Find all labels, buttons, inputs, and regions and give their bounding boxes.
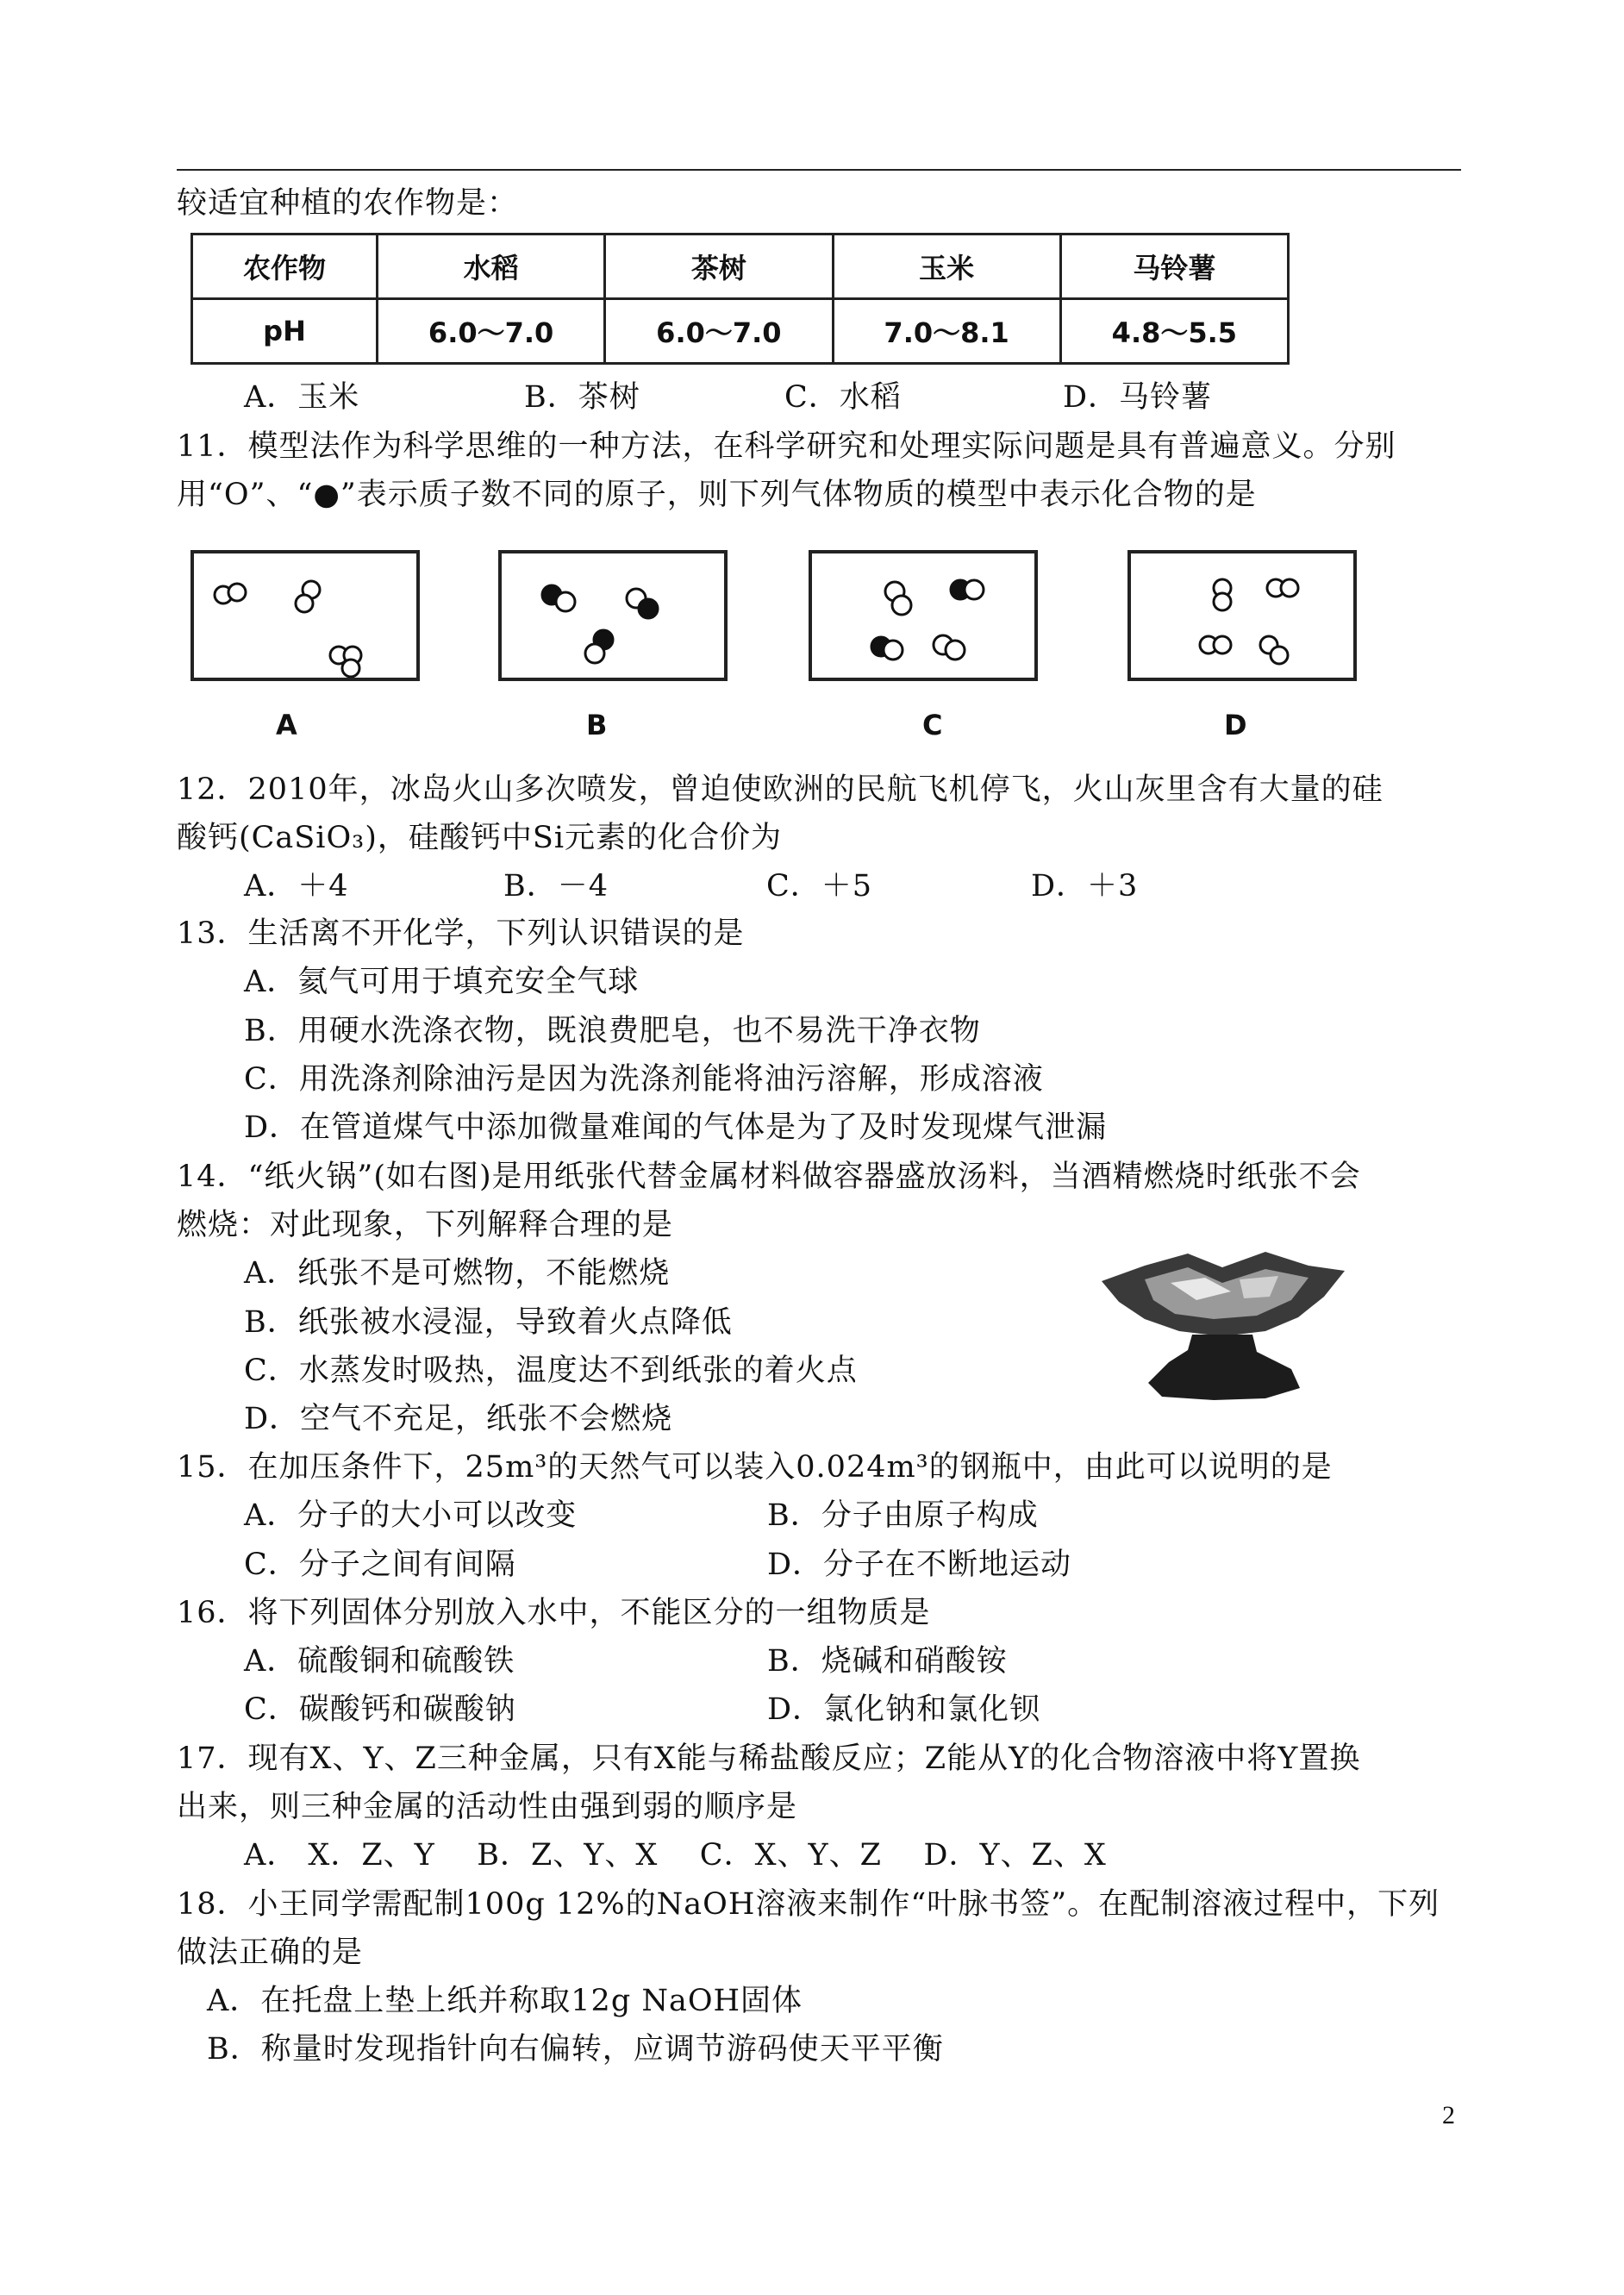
question-16-stem: 16．将下列固体分别放入水中，不能区分的一组物质是 (177, 1596, 931, 1630)
question-12-line1: 12．2010年，冰岛火山多次喷发，曾迫使欧洲的民航飞机停飞，火山灰里含有大量的硅 (177, 772, 1384, 807)
option-b: B．分子由原子构成 (767, 1498, 1039, 1533)
option-a: A．分子的大小可以改变 (244, 1498, 578, 1533)
option-b: B．－4 (503, 869, 609, 904)
table-cell: 茶树 (605, 235, 833, 299)
table-row (192, 235, 1289, 299)
option-d: D．氯化钠和氯化钡 (767, 1692, 1041, 1727)
molecule-diagram-d (1131, 553, 1353, 678)
table-cell: 7.0～8.1 (833, 299, 1060, 364)
option-label-c: C (922, 709, 943, 741)
question-14-line2: 燃烧：对此现象，下列解释合理的是 (177, 1208, 674, 1242)
option-a: A．硫酸铜和硫酸铁 (244, 1644, 515, 1679)
molecule-box-b (498, 550, 728, 681)
question-17-options: A． X．Z、Y B．Z、Y、X C．X、Y、Z D．Y、Z、X (244, 1838, 1107, 1873)
option-b: B．烧碱和硝酸铵 (767, 1644, 1008, 1679)
table-cell: 农作物 (192, 235, 378, 299)
option-c: C．水蒸发时吸热，温度达不到纸张的着火点 (244, 1354, 858, 1388)
table-row (192, 299, 1289, 364)
option-label-d: D (1224, 709, 1247, 741)
option-d: D．马铃薯 (1063, 380, 1213, 415)
question-17-line1: 17．现有X、Y、Z三种金属，只有X能与稀盐酸反应；Z能从Y的化合物溶液中将Y置换 (177, 1742, 1361, 1776)
option-d: D．＋3 (1031, 869, 1139, 904)
ph-table (191, 233, 1290, 365)
table-cell: 水稻 (378, 235, 605, 299)
molecule-box-d (1127, 550, 1357, 681)
table-cell: 4.8～5.5 (1060, 299, 1288, 364)
option-c: C．水稻 (784, 380, 902, 415)
option-b: B．纸张被水浸湿，导致着火点降低 (244, 1305, 733, 1340)
option-b: B．称量时发现指针向右偏转，应调节游码使天平平衡 (207, 2032, 944, 2067)
question-18-line1: 18．小王同学需配制100g 12%的NaOH溶液来制作“叶脉书签”。在配制溶液过程中，下列 (177, 1887, 1440, 1922)
question-15-stem: 15．在加压条件下，25m³的天然气可以装入0.024m³的钢瓶中，由此可以说明的是 (177, 1450, 1333, 1485)
option-a: A．在托盘上垫上纸并称取12g NaOH固体 (207, 1984, 803, 2018)
question-18-line2: 做法正确的是 (177, 1935, 364, 1970)
option-d: D．空气不充足，纸张不会燃烧 (244, 1402, 673, 1436)
option-a: A．氦气可用于填充安全气球 (244, 965, 640, 999)
option-c: C．分子之间有间隔 (244, 1548, 516, 1582)
option-a: A．玉米 (244, 380, 360, 415)
option-label-a: A (276, 709, 297, 741)
question-13-stem: 13．生活离不开化学，下列认识错误的是 (177, 916, 745, 951)
table-cell: 马铃薯 (1060, 235, 1288, 299)
molecule-diagram-c (812, 553, 1034, 678)
option-c: C．碳酸钙和碳酸钠 (244, 1692, 516, 1727)
molecule-diagram-b (502, 553, 724, 678)
header-rule (177, 169, 1461, 171)
question-11-line2: 用“O”、“●”表示质子数不同的原子，则下列气体物质的模型中表示化合物的是 (177, 478, 1257, 512)
molecule-box-a (191, 550, 420, 681)
paper-hotpot-image (1093, 1248, 1352, 1404)
molecule-diagram-a (194, 553, 416, 678)
question-14-line1: 14．“纸火锅”(如右图)是用纸张代替金属材料做容器盛放汤料，当酒精燃烧时纸张不会 (177, 1160, 1361, 1194)
molecule-box-c (809, 550, 1038, 681)
intro-text: 较适宜种植的农作物是： (177, 186, 519, 221)
option-c: C．＋5 (766, 869, 873, 904)
option-a: A．纸张不是可燃物，不能燃烧 (244, 1256, 671, 1291)
option-a: A．＋4 (244, 869, 349, 904)
table-cell: 6.0～7.0 (378, 299, 605, 364)
option-b: B．茶树 (524, 380, 640, 415)
table-cell: 6.0～7.0 (605, 299, 833, 364)
question-11-line1: 11．模型法作为科学思维的一种方法，在科学研究和处理实际问题是具有普遍意义。分别 (177, 429, 1396, 464)
table-cell: 玉米 (833, 235, 1060, 299)
option-d: D．分子在不断地运动 (767, 1548, 1072, 1582)
option-label-b: B (586, 709, 608, 741)
page-number: 2 (1442, 2101, 1455, 2129)
option-d: D．在管道煤气中添加微量难闻的气体是为了及时发现煤气泄漏 (244, 1110, 1108, 1145)
question-17-line2: 出来，则三种金属的活动性由强到弱的顺序是 (177, 1790, 798, 1824)
option-c: C．用洗涤剂除油污是因为洗涤剂能将油污溶解，形成溶液 (244, 1062, 1044, 1097)
option-b: B．用硬水洗涤衣物，既浪费肥皂，也不易洗干净衣物 (244, 1014, 981, 1048)
table-cell: pH (192, 299, 378, 364)
question-12-line2: 酸钙(CaSiO₃)，硅酸钙中Si元素的化合价为 (177, 821, 783, 855)
